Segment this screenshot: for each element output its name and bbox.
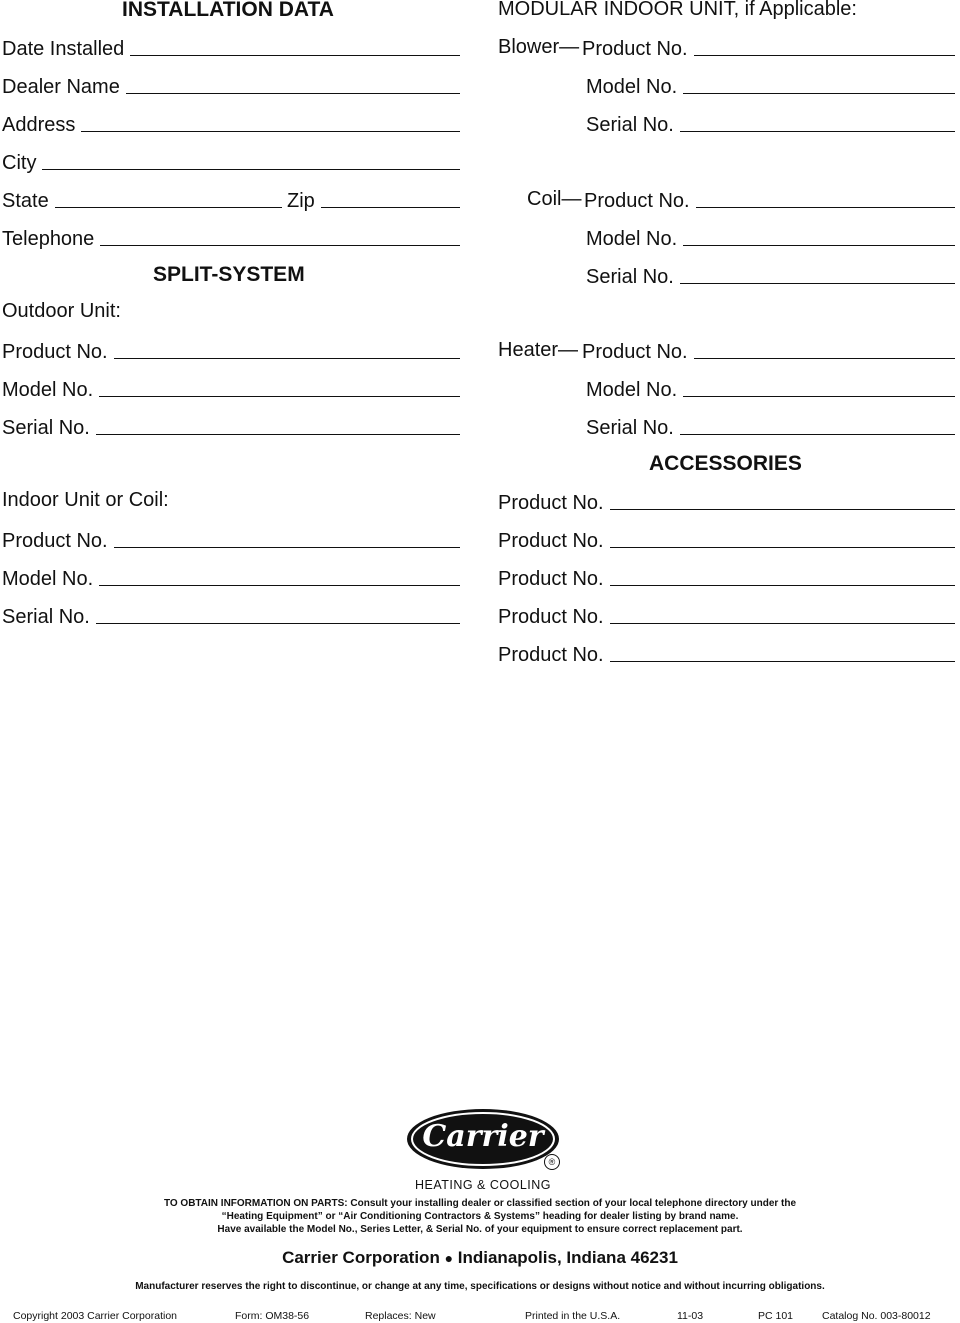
address-field[interactable]: [2, 112, 460, 136]
outdoor-unit-heading: Outdoor Unit:: [2, 300, 121, 322]
blower-product-line[interactable]: [694, 55, 955, 56]
company-name: Carrier Corporation: [282, 1248, 440, 1267]
parts-info-line: Have available the Model No., Series Letter, & Serial No. of your equipment to ensure correct replacement part.: [217, 1224, 743, 1235]
indoor-model-line[interactable]: [99, 585, 460, 586]
accessory-product-field[interactable]: [498, 566, 955, 590]
pc-number: PC 101: [758, 1310, 794, 1322]
catalog-number: Catalog No. 003-80012: [822, 1310, 931, 1322]
coil-label: Coil—: [527, 188, 582, 210]
blower-product-label: Product No.: [582, 38, 688, 60]
accessory-product-field[interactable]: [498, 490, 955, 514]
outdoor-model-field[interactable]: [2, 377, 460, 401]
coil-product-field[interactable]: [584, 188, 955, 212]
heating-cooling-tagline: HEATING & COOLING: [414, 1178, 552, 1192]
coil-serial-field[interactable]: [586, 264, 955, 288]
carrier-logo: [406, 1108, 560, 1170]
accessory-product-field[interactable]: [498, 642, 955, 666]
heater-product-field[interactable]: [582, 339, 955, 363]
coil-serial-line[interactable]: [680, 283, 955, 284]
coil-product-line[interactable]: [696, 207, 955, 208]
blower-label: Blower—: [498, 36, 580, 58]
outdoor-serial-line[interactable]: [96, 434, 460, 435]
telephone-field[interactable]: [2, 226, 460, 250]
blower-model-field[interactable]: [586, 74, 955, 98]
date-installed-line[interactable]: [130, 55, 460, 56]
accessories-heading: ACCESSORIES: [649, 452, 802, 475]
city-line[interactable]: [42, 169, 460, 170]
outdoor-serial-field[interactable]: [2, 415, 460, 439]
accessory-product-line[interactable]: [610, 547, 955, 548]
date-installed-field[interactable]: [2, 36, 460, 60]
zip-line[interactable]: [321, 207, 460, 208]
replaces: Replaces: New: [365, 1310, 436, 1322]
indoor-product-field[interactable]: [2, 528, 460, 552]
carrier-logo-text: Carrier: [422, 1119, 544, 1154]
state-line[interactable]: [55, 207, 282, 208]
accessory-product-label: Product No.: [498, 492, 604, 514]
indoor-serial-label: Serial No.: [2, 606, 90, 628]
address-label: Address: [2, 114, 76, 136]
coil-model-field[interactable]: [586, 226, 955, 250]
company-city: Indianapolis, Indiana 46231: [457, 1248, 678, 1267]
copyright: Copyright 2003 Carrier Corporation: [13, 1310, 177, 1322]
dealer-name-line[interactable]: [126, 93, 460, 94]
outdoor-serial-label: Serial No.: [2, 417, 90, 439]
split-system-heading: SPLIT-SYSTEM: [153, 263, 305, 286]
outdoor-model-label: Model No.: [2, 379, 94, 401]
parts-info-line: TO OBTAIN INFORMATION ON PARTS: Consult your installing dealer or classified section of your local telephone directory under the: [163, 1198, 797, 1209]
heater-serial-field[interactable]: [586, 415, 955, 439]
coil-serial-label: Serial No.: [586, 266, 674, 288]
installation-data-title: INSTALLATION DATA: [122, 0, 334, 21]
indoor-unit-heading: Indoor Unit or Coil:: [2, 489, 169, 511]
accessory-product-label: Product No.: [498, 530, 604, 552]
company-address: [0, 1248, 960, 1268]
indoor-model-field[interactable]: [2, 566, 460, 590]
coil-model-line[interactable]: [683, 245, 955, 246]
outdoor-model-line[interactable]: [99, 396, 460, 397]
outdoor-product-field[interactable]: [2, 339, 460, 363]
city-field[interactable]: [2, 150, 460, 174]
blower-model-line[interactable]: [683, 93, 955, 94]
accessory-product-label: Product No.: [498, 568, 604, 590]
blower-serial-label: Serial No.: [586, 114, 674, 136]
heater-model-field[interactable]: [586, 377, 955, 401]
accessory-product-label: Product No.: [498, 644, 604, 666]
heater-serial-line[interactable]: [680, 434, 955, 435]
accessory-product-field[interactable]: [498, 604, 955, 628]
printed-in: Printed in the U.S.A.: [525, 1310, 621, 1322]
indoor-product-label: Product No.: [2, 530, 108, 552]
telephone-label: Telephone: [2, 228, 95, 250]
blower-model-label: Model No.: [586, 76, 678, 98]
heater-model-line[interactable]: [683, 396, 955, 397]
state-label: State: [2, 190, 49, 212]
outdoor-product-label: Product No.: [2, 341, 108, 363]
disclaimer: Manufacturer reserves the right to discontinue, or change at any time, specifications or designs without notice and without incurring obligations.: [135, 1281, 825, 1292]
registered-mark: ®: [544, 1154, 560, 1170]
city-label: City: [2, 152, 37, 174]
address-line[interactable]: [81, 131, 460, 132]
blower-product-field[interactable]: [582, 36, 955, 60]
heater-model-label: Model No.: [586, 379, 678, 401]
telephone-line[interactable]: [100, 245, 460, 246]
blower-serial-field[interactable]: [586, 112, 955, 136]
modular-indoor-unit-title: MODULAR INDOOR UNIT, if Applicable:: [498, 0, 857, 20]
parts-info-line: “Heating Equipment” or “Air Conditioning Contractors & Systems” heading for dealer listing by brand name.: [221, 1211, 739, 1222]
accessory-product-field[interactable]: [498, 528, 955, 552]
zip-label: Zip: [287, 190, 315, 212]
coil-model-label: Model No.: [586, 228, 678, 250]
coil-product-label: Product No.: [584, 190, 690, 212]
heater-serial-label: Serial No.: [586, 417, 674, 439]
indoor-serial-line[interactable]: [96, 623, 460, 624]
blower-serial-line[interactable]: [680, 131, 955, 132]
heater-product-line[interactable]: [694, 358, 955, 359]
accessory-product-line[interactable]: [610, 661, 955, 662]
outdoor-product-line[interactable]: [114, 358, 460, 359]
dealer-name-field[interactable]: [2, 74, 460, 98]
bullet-icon: ●: [444, 1250, 454, 1266]
indoor-serial-field[interactable]: [2, 604, 460, 628]
indoor-product-line[interactable]: [114, 547, 460, 548]
heater-label: Heater—: [498, 339, 579, 361]
state-field[interactable]: [2, 188, 282, 212]
accessory-product-line[interactable]: [610, 585, 955, 586]
form-number: Form: OM38-56: [235, 1310, 310, 1322]
accessory-product-line[interactable]: [610, 509, 955, 510]
heater-product-label: Product No.: [582, 341, 688, 363]
indoor-model-label: Model No.: [2, 568, 94, 590]
date-installed-label: Date Installed: [2, 38, 125, 60]
print-date: 11-03: [677, 1310, 704, 1322]
accessory-product-line[interactable]: [610, 623, 955, 624]
zip-field[interactable]: [287, 188, 460, 212]
dealer-name-label: Dealer Name: [2, 76, 120, 98]
accessory-product-label: Product No.: [498, 606, 604, 628]
